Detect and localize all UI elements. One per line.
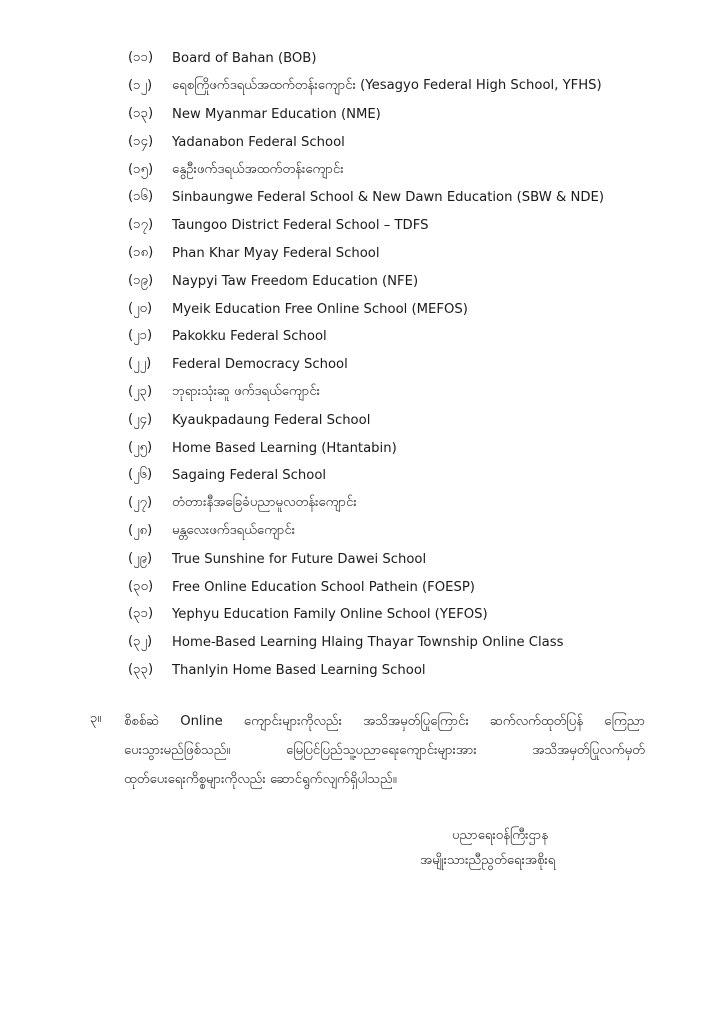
list-item <box>128 629 688 657</box>
list-item-number: (၂၇) <box>128 495 153 511</box>
school-name: Board of Bahan (BOB) <box>172 51 317 67</box>
list-item-number: (၃၃) <box>128 661 154 677</box>
list-item-number: (၂၀) <box>128 300 153 316</box>
list-item-number: (၁၂) <box>128 78 153 94</box>
list-item-number: (၃၂) <box>128 634 153 650</box>
school-name: Myeik Education Free Online School (MEFOS) <box>172 301 468 317</box>
list-item-number: (၂၁) <box>128 328 153 344</box>
school-name: နွေဦးဖက်ဒရယ်အထက်တန်းကျောင်း <box>172 161 344 177</box>
list-item <box>128 128 688 156</box>
list-item-number: (၂၄) <box>128 411 153 427</box>
school-name: Phan Khar Myay Federal School <box>172 245 380 261</box>
school-name: မန္တလေးဖက်ဒရယ်ကျောင်း <box>172 522 296 538</box>
list-item <box>128 73 688 101</box>
list-item <box>128 156 688 184</box>
list-item <box>128 240 688 268</box>
list-item-number: (၂၈) <box>128 522 153 538</box>
list-item <box>128 267 688 295</box>
list-item <box>128 518 688 546</box>
list-item <box>128 462 688 490</box>
list-item <box>128 295 688 323</box>
paragraph-line: ပေးသွားမည်ဖြစ်သည်။ မြေပြင်ပြည်သူ့ပညာရေးကျောင်းများအား အသိအမှတ်ပြုလက်မှတ် <box>124 743 645 758</box>
signature-government: အမျိုးသားညီညွတ်ရေးအစိုးရ <box>420 853 556 868</box>
school-name: Taungoo District Federal School – TDFS <box>172 218 429 234</box>
school-name: Pakokku Federal School <box>172 329 327 345</box>
list-item <box>128 351 688 379</box>
paragraph-number: ၃။ <box>90 711 102 726</box>
list-item <box>128 379 688 407</box>
list-item <box>128 434 688 462</box>
paragraph-line: ထုတ်ပေးရေးကိစ္စများကိုလည်း ဆောင်ရွက်လျက်ရှိပါသည်။ <box>124 772 397 787</box>
list-item-number: (၂၆) <box>128 467 153 483</box>
school-name: Home Based Learning (Htantabin) <box>172 440 397 456</box>
list-item-number: (၃၁) <box>128 606 154 622</box>
school-name: Federal Democracy School <box>172 357 348 373</box>
list-item <box>128 601 688 629</box>
signature-ministry: ပညာရေးဝန်ကြီးဌာန <box>452 828 549 843</box>
paragraph-line: စိစစ်ဆဲ Online ကျောင်းများကိုလည်း အသိအမှတ်ပြုကြောင်း ဆက်လက်ထုတ်ပြန် ကြေညာ <box>124 714 645 729</box>
list-item-number: (၁၁) <box>128 50 154 66</box>
school-name: Yephyu Education Family Online School (YEFOS) <box>172 607 488 623</box>
list-item <box>128 545 688 573</box>
list-item-number: (၂၂) <box>128 356 152 372</box>
list-item-number: (၂၅) <box>128 439 153 455</box>
school-name: Thanlyin Home Based Learning School <box>172 662 426 678</box>
list-item-number: (၃၀) <box>128 578 154 594</box>
list-item <box>128 101 688 129</box>
list-item-number: (၁၅) <box>128 161 154 177</box>
list-item <box>128 45 688 73</box>
school-name: Sagaing Federal School <box>172 468 327 484</box>
school-list <box>128 45 688 684</box>
school-name: Kyaukpadaung Federal School <box>172 412 371 428</box>
list-item-number: (၁၉) <box>128 272 154 288</box>
list-item <box>128 406 688 434</box>
school-name: Sinbaungwe Federal School & New Dawn Education (SBW & NDE) <box>172 190 604 206</box>
school-name: New Myanmar Education (NME) <box>172 106 381 122</box>
list-item <box>128 212 688 240</box>
school-name: ဘုရားသုံးဆူ ဖက်ဒရယ်ကျောင်း <box>172 383 321 399</box>
list-item-number: (၁၆) <box>128 189 154 205</box>
list-item <box>128 490 688 518</box>
list-item <box>128 184 688 212</box>
list-item <box>128 573 688 601</box>
list-item-number: (၁၄) <box>128 133 154 149</box>
school-name: True Sunshine for Future Dawei School <box>172 551 427 567</box>
school-name: Yadanabon Federal School <box>172 134 345 150</box>
list-item-number: (၂၉) <box>128 550 153 566</box>
list-item-number: (၂၃) <box>128 383 153 399</box>
school-name: Naypyi Taw Freedom Education (NFE) <box>172 273 419 289</box>
school-name: ရေစကြိုဖက်ဒရယ်အထက်တန်းကျောင်း (Yesagyo Federal High School, YFHS) <box>172 78 602 94</box>
list-item-number: (၁၈) <box>128 244 154 260</box>
school-name: Free Online Education School Pathein (FOESP) <box>172 579 475 595</box>
list-item-number: (၁၇) <box>128 217 154 233</box>
school-name: Home-Based Learning Hlaing Thayar Township Online Class <box>172 635 564 651</box>
list-item-number: (၁၃) <box>128 105 154 121</box>
list-item <box>128 657 688 685</box>
list-item <box>128 323 688 351</box>
school-name: တံတားနီအခြေခံပညာမူလတန်းကျောင်း <box>172 495 357 511</box>
